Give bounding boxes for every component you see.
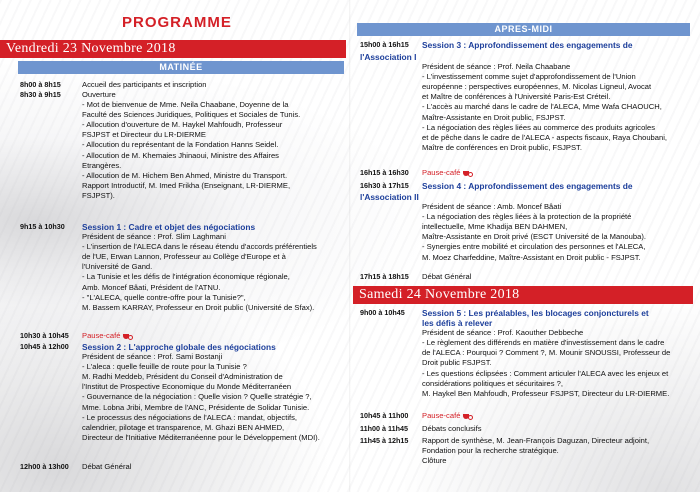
- list-item: - Synergies entre mobilité et circulation des personnes et l'ALECA,: [422, 242, 646, 252]
- list-item: Directeur de l'Initiative Méditerranéenne pour le Développement (MDI).: [82, 432, 320, 442]
- row-title: Ouverture: [82, 90, 116, 99]
- row-content: [82, 222, 345, 313]
- list-item: - L'accès au marché dans le cadre de l'ALECA, Mme Wafa CHAOUCH,: [422, 102, 662, 112]
- programme-title: PROGRAMME: [122, 14, 232, 31]
- page-fold: [349, 0, 351, 492]
- list-item: l'Institut de Prospective Economique du Monde Méditerranéen: [82, 382, 292, 392]
- row-title: Rapport de synthèse, M. Jean-François Daguzan, Directeur adjoint,: [422, 436, 650, 445]
- list-item: - "L'ALECA, quelle contre-offre pour la Tunisie?",: [82, 292, 246, 302]
- list-item: FSJPST).: [82, 190, 115, 200]
- row-content: Débats conclusifs: [422, 424, 482, 433]
- time-slot: 8h30 à 9h15: [20, 90, 61, 99]
- row-content: [82, 342, 345, 443]
- list-item: - Allocution du représentant de la Fondation Hanns Seidel.: [82, 140, 279, 150]
- list-item: - Allocution d'ouverture de M. Haykel Mahfoudh, Professeur: [82, 120, 283, 130]
- schedule-row-session-4: [360, 181, 692, 191]
- coffee-cup-icon: [123, 332, 131, 339]
- list-item: - Allocution de M. Hichem Ben Ahmed, Ministre du Transport.: [82, 170, 288, 180]
- list-item: Clôture: [422, 456, 447, 466]
- session-title-cont: l'Association I: [360, 52, 417, 62]
- list-item: M. Moez Charfeddine, Maître-Assistant en Droit public - FSJPST.: [422, 252, 641, 262]
- row-content: [422, 436, 692, 466]
- schedule-row-pause-3: [360, 411, 692, 421]
- list-item: Faculté des Sciences Juridiques, Politiques et Sociales de Tunis.: [82, 110, 301, 120]
- list-item: Président de séance : Prof. Sami Bostanji: [82, 352, 223, 362]
- row-content: [422, 181, 692, 191]
- list-item: européenne : perspectives européennes, M. Nicolas Ligneul, Avocat: [422, 82, 652, 92]
- list-item: Etrangères.: [82, 160, 122, 170]
- coffee-cup-icon: [463, 412, 471, 419]
- time-slot: 8h00 à 8h15: [20, 80, 61, 89]
- list-item: Président de séance : Amb. Moncef Bâati: [422, 202, 562, 212]
- time-slot: 11h00 à 11h45: [360, 424, 408, 433]
- session-title: Session 2 : L'approche globale des négociations: [82, 342, 276, 352]
- list-item: - L'aleca : quelle feuille de route pour la Tunisie ?: [82, 362, 247, 372]
- list-item: Droit public FSJPST.: [422, 358, 492, 368]
- session-title-cont: les défis à relever: [422, 318, 493, 329]
- row-content: Accueil des participants et inscription: [82, 80, 207, 89]
- list-item: de l'UE, Erwan Lannon, Professeur au Collège d'Europe et à: [82, 252, 286, 262]
- list-item: - Les questions éclipsées : Comment articuler l'ALECA avec les enjeux et: [422, 368, 669, 378]
- time-slot: 11h45 à 12h15: [360, 436, 409, 445]
- list-item: - Allocution de M. Khemaies Jhinaoui, Ministre des Affaires: [82, 150, 279, 160]
- row-content: [360, 192, 692, 263]
- row-content: [82, 331, 345, 341]
- list-item: Président de séance : Prof. Kaouther Debbeche: [422, 328, 584, 338]
- list-item: FSJPST et Directeur du LR-DIERME: [82, 130, 206, 140]
- session-title: Session 4 : Approfondissement des engagements de: [422, 181, 633, 191]
- time-slot: 12h00 à 13h00: [20, 462, 69, 471]
- schedule-row-pause-1: [20, 331, 345, 341]
- list-item: Amb. Moncef Bâati, Président de l'ATNU.: [82, 282, 221, 292]
- coffee-cup-icon: [463, 169, 471, 176]
- list-item: considérations politiques et sécuritaires ?,: [422, 378, 563, 388]
- list-item: Président de séance : Prof. Slim Laghmani: [82, 232, 226, 242]
- list-item: M. Haykel Ben Mahfoudh, Professeur FSJPST, Directeur du LR-DIERME.: [422, 388, 670, 398]
- list-item: - Gouvernance de la négociation : Quelle vision ? Quelle stratégie ?,: [82, 392, 312, 402]
- time-slot: 17h15 à 18h15: [360, 272, 409, 281]
- list-item: - La négociation des règles liées à la protection de la propriété: [422, 212, 632, 222]
- list-item: l'Université de Gand.: [82, 262, 153, 272]
- list-item: calendrier, pilotage et transparence, M. Ghazi BEN AHMED,: [82, 422, 285, 432]
- time-slot: 16h30 à 17h15: [360, 181, 409, 190]
- list-item: - Mot de bienvenue de Mme. Neila Chaabane, Doyenne de la: [82, 100, 289, 110]
- row-content: Débat Général: [422, 272, 472, 281]
- row-content: [360, 52, 692, 153]
- list-item: - L'insertion de l'ALECA dans le réseau étendu d'accords préférentiels: [82, 242, 317, 252]
- list-item: - La Tunisie et les défis de l'intégration économique régionale,: [82, 272, 290, 282]
- row-content: [422, 308, 692, 399]
- schedule-row-pause-2: [360, 168, 692, 178]
- session-title: Session 5 : Les préalables, les blocages conjoncturels et: [422, 308, 649, 318]
- session-title: Session 1 : Cadre et objet des négociations: [82, 222, 256, 232]
- list-item: M. Bassem KARRAY, Professeur en Droit public (Université de Sfax).: [82, 302, 315, 312]
- list-item: Fondation pour la recherche stratégique.: [422, 446, 559, 456]
- schedule-row-debate-2: [360, 272, 692, 282]
- time-slot: 9h15 à 10h30: [20, 222, 65, 231]
- list-item: - Le processus des négociations de l'ALECA : mandat, objectifs,: [82, 412, 298, 422]
- day-banner-saturday: Samedi 24 Novembre 2018: [353, 286, 693, 304]
- list-item: - Le règlement des différends en matière d'investissement dans le cadre: [422, 338, 665, 348]
- list-item: Maître de conférences en Droit public, FSJPST.: [422, 142, 582, 152]
- pause-label: Pause-café: [422, 411, 461, 420]
- schedule-row-debate: [20, 462, 345, 472]
- row-content: [422, 168, 692, 178]
- list-item: Rapport Introductif, M. Imed Frikha (Enseignant, LR-DIERME,: [82, 180, 291, 190]
- time-slot: 16h15 à 16h30: [360, 168, 409, 177]
- time-slot: 9h00 à 10h45: [360, 308, 405, 317]
- row-content: [422, 411, 692, 421]
- schedule-row-session-4-body: [360, 192, 692, 263]
- schedule-row-session-1: [20, 222, 345, 313]
- list-item: - La négociation des règles liées au commerce des produits agricoles: [422, 122, 655, 132]
- time-slot: 10h45 à 12h00: [20, 342, 69, 351]
- time-slot: 10h30 à 10h45: [20, 331, 69, 340]
- row-content: [82, 90, 345, 201]
- schedule-row-session-3-body: [360, 52, 692, 153]
- time-slot: 15h00 à 16h15: [360, 40, 409, 49]
- schedule-row-conclusions: [360, 424, 692, 434]
- list-item: Maître-Assistante en Droit privé (ESCT Université de la Manouba).: [422, 232, 646, 242]
- list-item: intellectuelle, Mme Khadija BEN DAHMEN,: [422, 222, 568, 232]
- list-item: et Maître de conférences à l'Université Paris-Est Créteil.: [422, 92, 611, 102]
- schedule-row-welcome: [20, 80, 345, 90]
- schedule-row-opening: [20, 90, 345, 201]
- list-item: Président de séance : Prof. Neila Chaabane: [422, 62, 571, 72]
- session-title: Session 3 : Approfondissement des engagements de: [422, 40, 633, 50]
- list-item: de l'ALECA : Pourquoi ? Comment ?, M. Mounir SNOUSSI, Professeur de: [422, 348, 671, 358]
- list-item: Mme. Lobna Jribi, Membre de l'ANC, Présidente de Solidar Tunisie.: [82, 402, 310, 412]
- pause-label: Pause-café: [82, 331, 121, 340]
- schedule-row-session-5: [360, 308, 692, 399]
- schedule-row-session-2: [20, 342, 345, 443]
- list-item: M. Radhi Meddeb, Président du Conseil d'Administration de: [82, 372, 283, 382]
- session-title-cont: l'Association II: [360, 192, 419, 202]
- matinee-banner: MATINÉE: [18, 61, 344, 74]
- pause-label: Pause-café: [422, 168, 461, 177]
- row-content: Débat Général: [82, 462, 132, 471]
- apres-midi-banner: APRES-MIDI: [357, 23, 690, 36]
- row-content: [422, 40, 692, 50]
- list-item: - L'investissement comme sujet d'approfondissement de l'Union: [422, 72, 636, 82]
- list-item: Maître-Assistante en Droit public, FSJPST.: [422, 112, 566, 122]
- schedule-row-session-3: [360, 40, 692, 50]
- time-slot: 10h45 à 11h00: [360, 411, 409, 420]
- schedule-row-synthesis: [360, 436, 692, 466]
- day-banner-friday: Vendredi 23 Novembre 2018: [0, 40, 346, 58]
- list-item: et de pêche dans le cadre de l'ALECA - aspects fiscaux, Raya Choubani,: [422, 132, 668, 142]
